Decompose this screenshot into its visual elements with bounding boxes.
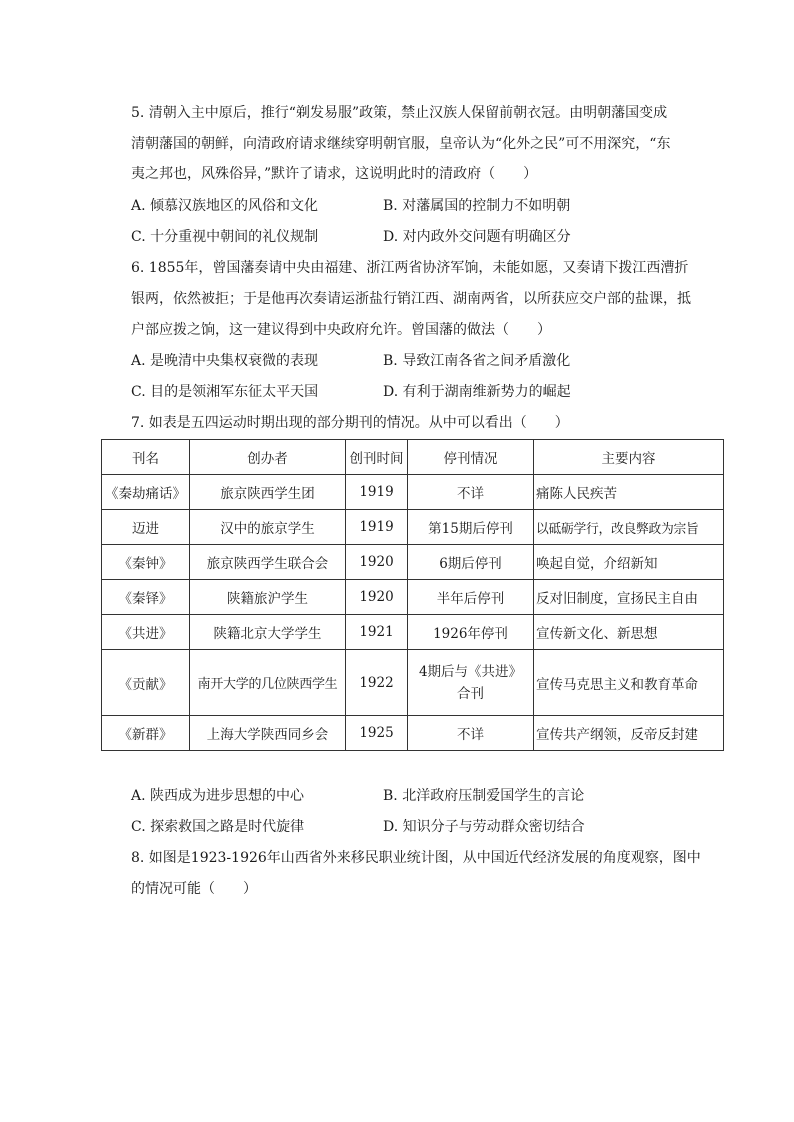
q8-stem-line-2: 的情况可能（ ） bbox=[131, 881, 257, 897]
cell-content: 宣传新文化、新思想 bbox=[534, 615, 724, 650]
q5-option-d: D. 对内政外交问题有明确区分 bbox=[383, 229, 571, 245]
cell-title: 《秦铎》 bbox=[102, 580, 190, 615]
cell-title: 《秦劫痛话》 bbox=[102, 475, 190, 510]
cell-content: 宣传共产纲领，反帝反封建 bbox=[534, 716, 724, 751]
cell-content: 宣传马克思主义和教育革命 bbox=[534, 650, 724, 716]
cell-year: 1919 bbox=[346, 475, 408, 510]
header-content: 主要内容 bbox=[534, 440, 724, 475]
cell-year: 1921 bbox=[346, 615, 408, 650]
cell-status: 4期后与《共进》合刊 bbox=[408, 650, 534, 716]
q7-stem: 7. 如表是五四运动时期出现的部分期刊的情况。从中可以看出（ ） bbox=[131, 415, 569, 431]
periodicals-table bbox=[101, 439, 724, 751]
cell-status: 6期后停刊 bbox=[408, 545, 534, 580]
cell-year: 1920 bbox=[346, 545, 408, 580]
cell-founder: 上海大学陕西同乡会 bbox=[190, 716, 346, 751]
q6-stem-line-1: 6. 1855年，曾国藩奏请中央由福建、浙江两省协济军饷，未能如愿，又奏请下拨江西漕折 bbox=[131, 260, 689, 276]
cell-title: 《新群》 bbox=[102, 716, 190, 751]
cell-year: 1920 bbox=[346, 580, 408, 615]
header-title: 刊名 bbox=[102, 440, 190, 475]
q7-option-c: C. 探索救国之路是时代旋律 bbox=[131, 819, 305, 835]
cell-founder: 陕籍旅沪学生 bbox=[190, 580, 346, 615]
q5-option-a: A. 倾慕汉族地区的风俗和文化 bbox=[131, 198, 319, 214]
table-row bbox=[102, 545, 724, 580]
cell-status: 不详 bbox=[408, 475, 534, 510]
cell-founder: 旅京陕西学生联合会 bbox=[190, 545, 346, 580]
q5-stem-line-2: 清朝藩国的朝鲜，向清政府请求继续穿明朝官服，皇帝认为“化外之民”可不用深究，“东 bbox=[131, 136, 671, 152]
cell-title: 《共进》 bbox=[102, 615, 190, 650]
cell-content: 痛陈人民疾苦 bbox=[534, 475, 724, 510]
q5-option-b: B. 对藩属国的控制力不如明朝 bbox=[383, 198, 571, 214]
table-row bbox=[102, 510, 724, 545]
q7-option-d: D. 知识分子与劳动群众密切结合 bbox=[383, 819, 585, 835]
table-row bbox=[102, 615, 724, 650]
q6-option-a: A. 是晚清中央集权衰微的表现 bbox=[131, 353, 319, 369]
q6-option-d: D. 有利于湖南维新势力的崛起 bbox=[383, 384, 571, 400]
q7-option-a: A. 陕西成为进步思想的中心 bbox=[131, 788, 305, 804]
header-end-status: 停刊情况 bbox=[408, 440, 534, 475]
q5-stem-line-3: 夷之邦也，风殊俗异，”默许了请求，这说明此时的清政府（ ） bbox=[131, 166, 538, 182]
table-row bbox=[102, 716, 724, 751]
q5-option-c: C. 十分重视中朝间的礼仪规制 bbox=[131, 229, 319, 245]
table-row bbox=[102, 580, 724, 615]
cell-year: 1925 bbox=[346, 716, 408, 751]
cell-status: 半年后停刊 bbox=[408, 580, 534, 615]
table-row bbox=[102, 650, 724, 716]
table-row bbox=[102, 475, 724, 510]
q6-option-c: C. 目的是领湘军东征太平天国 bbox=[131, 384, 319, 400]
q6-stem-line-2: 银两，依然被拒；于是他再次奏请运浙盐行销江西、湖南两省，以所获应交户部的盐课，抵 bbox=[131, 291, 691, 307]
header-start-year: 创刊时间 bbox=[346, 440, 408, 475]
cell-content: 以砥砺学行，改良弊政为宗旨 bbox=[534, 510, 724, 545]
cell-content: 唤起自觉，介绍新知 bbox=[534, 545, 724, 580]
cell-year: 1919 bbox=[346, 510, 408, 545]
cell-status: 不详 bbox=[408, 716, 534, 751]
table-header-row bbox=[102, 440, 724, 475]
q7-option-b: B. 北洋政府压制爱国学生的言论 bbox=[383, 788, 585, 804]
cell-year: 1922 bbox=[346, 650, 408, 716]
cell-founder: 汉中的旅京学生 bbox=[190, 510, 346, 545]
cell-title: 《贡献》 bbox=[102, 650, 190, 716]
cell-title: 《秦钟》 bbox=[102, 545, 190, 580]
q8-stem-line-1: 8. 如图是1923-1926年山西省外来移民职业统计图，从中国近代经济发展的角度观察，图中 bbox=[131, 850, 701, 866]
cell-status: 第15期后停刊 bbox=[408, 510, 534, 545]
cell-founder: 陕籍北京大学学生 bbox=[190, 615, 346, 650]
cell-status: 1926年停刊 bbox=[408, 615, 534, 650]
q6-stem-line-3: 户部应拨之饷，这一建议得到中央政府允许。曾国藩的做法（ ） bbox=[131, 322, 551, 338]
header-founder: 创办者 bbox=[190, 440, 346, 475]
cell-founder: 旅京陕西学生团 bbox=[190, 475, 346, 510]
cell-title: 迈进 bbox=[102, 510, 190, 545]
q6-option-b: B. 导致江南各省之间矛盾激化 bbox=[383, 353, 571, 369]
cell-founder: 南开大学的几位陕西学生 bbox=[190, 650, 346, 716]
cell-content: 反对旧制度，宣扬民主自由 bbox=[534, 580, 724, 615]
q5-stem-line-1: 5. 清朝入主中原后，推行“剃发易服”政策，禁止汉族人保留前朝衣冠。由明朝藩国变成 bbox=[131, 105, 668, 121]
